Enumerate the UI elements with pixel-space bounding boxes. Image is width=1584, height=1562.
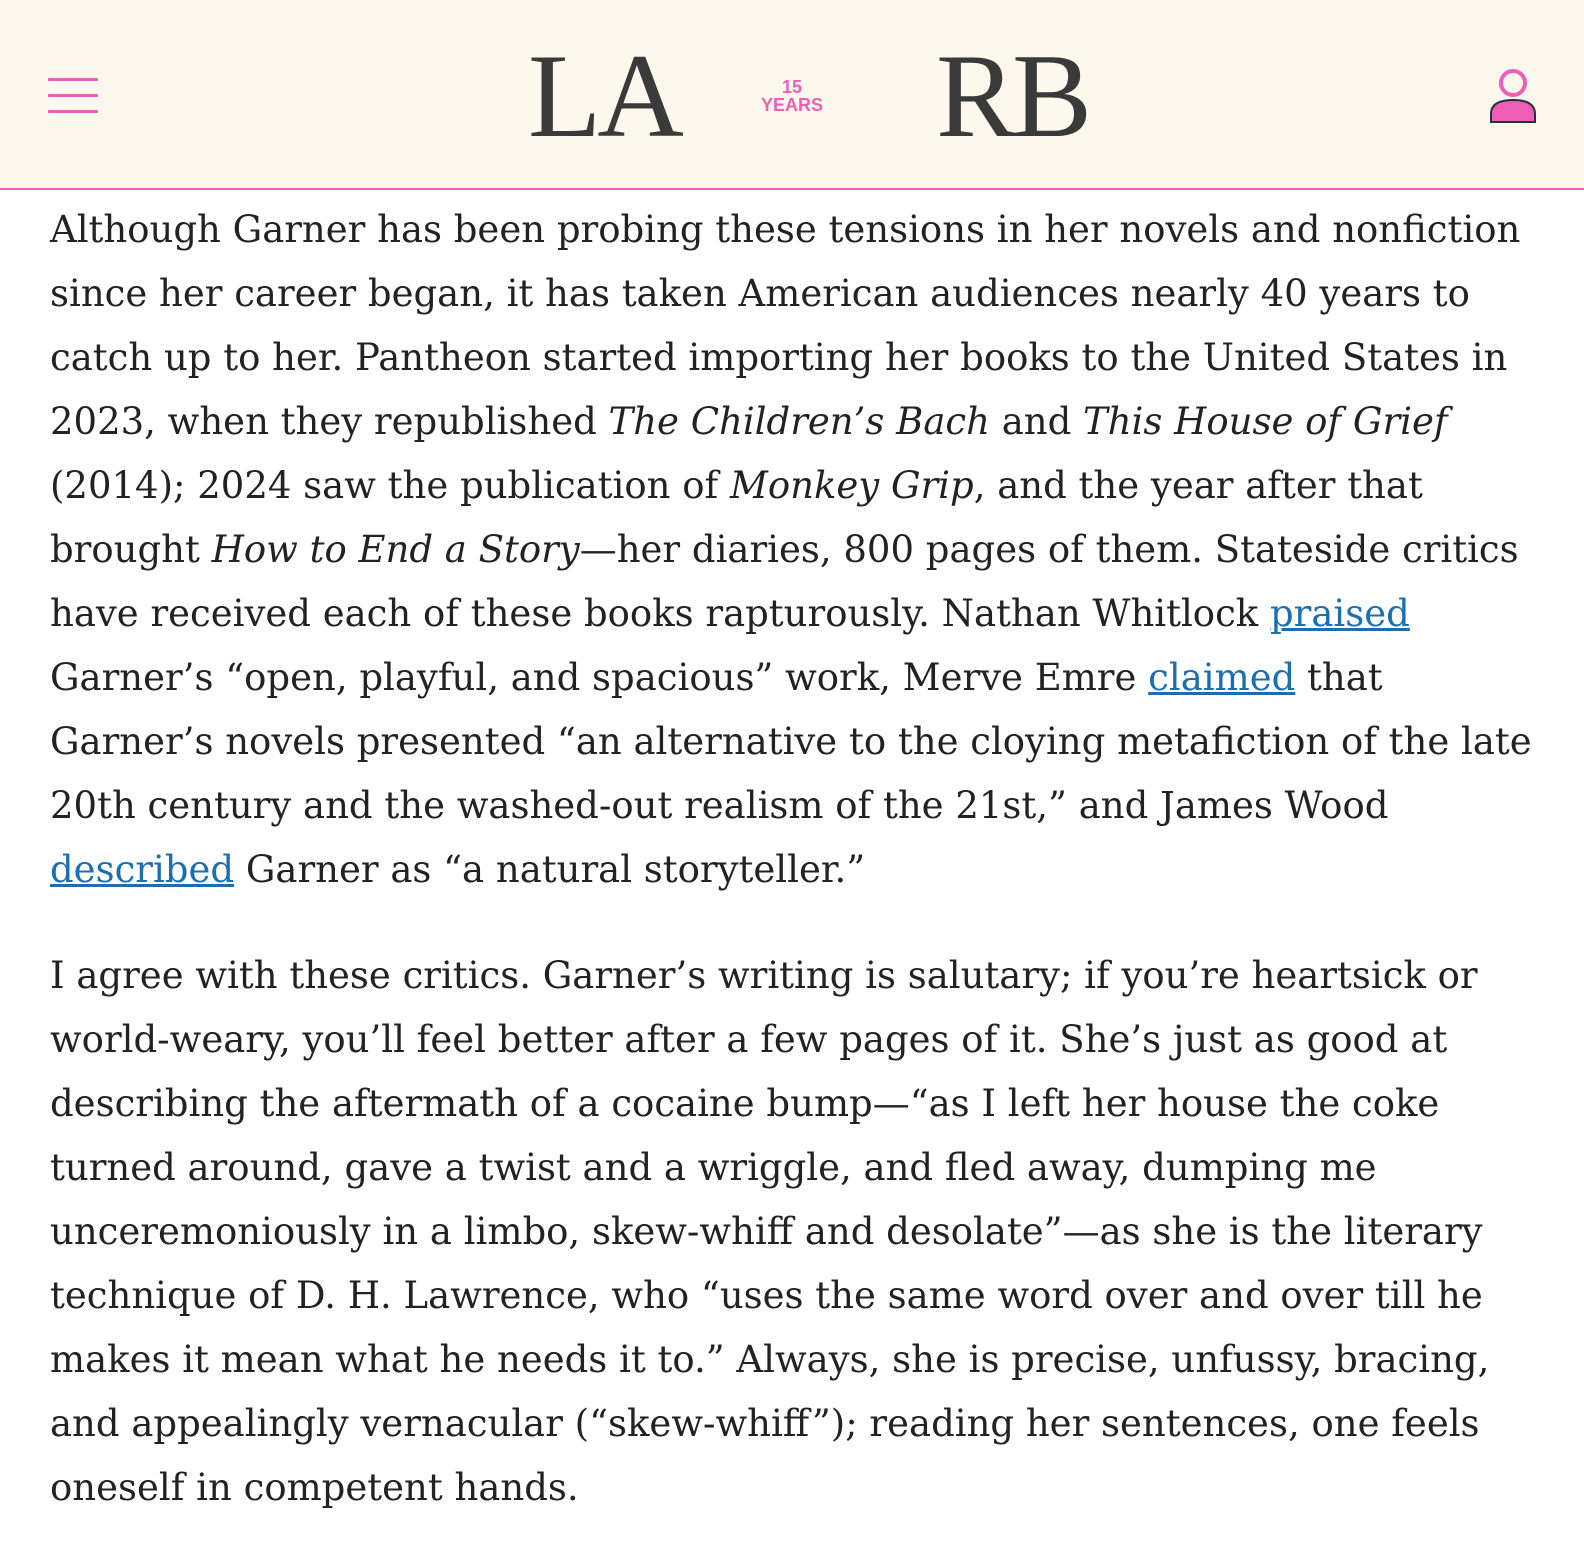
text-run: , and the year after that brought: [50, 464, 1423, 571]
article-body: [50, 198, 1540, 1562]
text-run: —her diaries, 800 pages of them. Stateside critics have received each of these books rapturously. Nathan Whitlock: [50, 528, 1519, 635]
book-title-childrens-bach: The Children’s Bach: [608, 400, 990, 443]
book-title-how-to-end-a-story: How to End a Story: [211, 528, 580, 571]
logo-rb[interactable]: RB: [936, 29, 1089, 162]
article-paragraph: I agree with these critics. Garner’s writing is salutary; if you’re heartsick or world-weary, you’ll feel better after a few pages of it. She’s just as good at describing the aftermath of a cocaine bump—“as I left her house the coke turned around, gave a twist and a wriggle, and fled away, dumping me unceremoniously in a limbo, skew-whiff and desolate”—as she is the literary technique of D. H. Lawrence, who “uses the same word over and over till he makes it mean what he needs it to.” Always, she is precise, unfussy, bracing, and appealingly vernacular (“skew-whiff”); reading her sentences, one feels oneself in competent hands.: [50, 954, 1490, 1509]
book-title-this-house-of-grief: This House of Grief: [1083, 400, 1448, 443]
link-described[interactable]: described: [50, 848, 235, 891]
text-run: (2014); 2024 saw the publication of: [50, 464, 730, 507]
text-run: and: [989, 400, 1084, 443]
text-run: Garner’s “open, playful, and spacious” work, Merve Emre: [50, 656, 1149, 699]
menu-line: [48, 94, 98, 97]
hamburger-menu-icon[interactable]: [48, 76, 98, 116]
user-account-icon[interactable]: [1488, 68, 1538, 126]
text-run: Although Garner has been probing these tensions in her novels and nonfiction since her career began, it has taken American audiences nearly 40 years to catch up to her. Pantheon started importing her books to the United States in 2023, when they republished: [50, 208, 1521, 443]
badge-word: YEARS: [760, 95, 823, 115]
menu-line: [48, 110, 98, 113]
logo-la[interactable]: LA: [528, 29, 680, 162]
logo-15-years-badge: [752, 78, 832, 114]
site-header: [0, 0, 1584, 190]
badge-number: 15: [781, 77, 803, 97]
text-run: that Garner’s novels presented “an alternative to the cloying metafiction of the late 20th century and the washed-out realism of the 21st,” and James Wood: [50, 656, 1532, 827]
article-paragraph: [50, 198, 1540, 902]
text-run: Garner as “a natural storyteller.”: [234, 848, 866, 891]
book-title-monkey-grip: Monkey Grip: [729, 464, 974, 507]
link-claimed[interactable]: claimed: [1148, 656, 1296, 699]
menu-line: [48, 78, 98, 81]
user-glyph: [1488, 68, 1538, 126]
link-praised[interactable]: praised: [1270, 592, 1410, 635]
